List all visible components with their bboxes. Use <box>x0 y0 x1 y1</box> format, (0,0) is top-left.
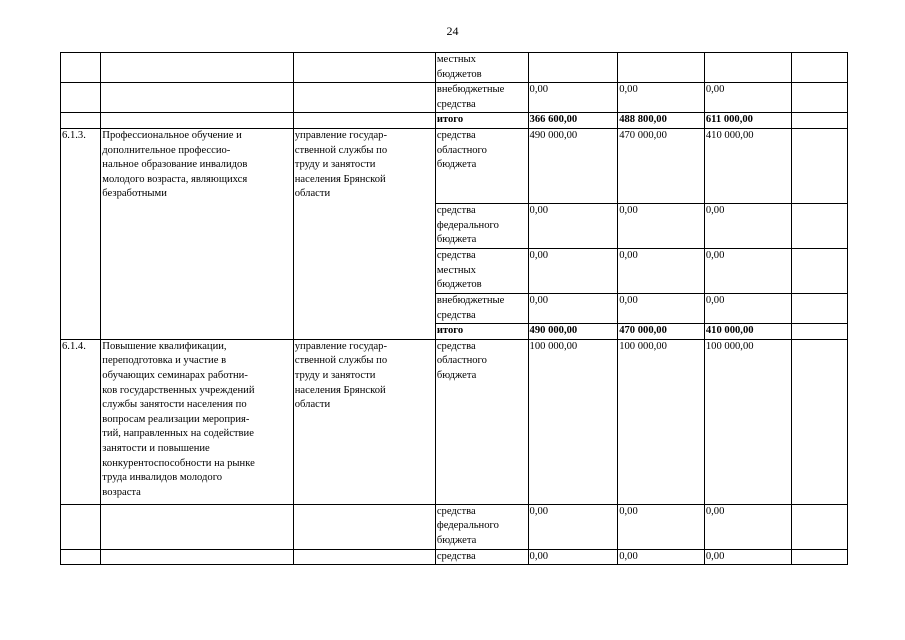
value-cell <box>618 53 705 83</box>
item-name: Профессиональное обучение и дополнительное профессио- нальное образование инвалидов молодого возраста, являющихся безработными <box>101 128 293 339</box>
page-number: 24 <box>446 24 459 38</box>
executor-cell <box>293 83 435 113</box>
value-cell: 0,00 <box>704 83 791 113</box>
value-cell: 100 000,00 <box>618 339 705 504</box>
source-cell: средства федерального бюджета <box>435 504 528 549</box>
value-cell: 0,00 <box>704 549 791 565</box>
value-cell: 0,00 <box>704 248 791 293</box>
number-cell <box>61 549 101 565</box>
source-cell: внебюджетные средства <box>435 83 528 113</box>
table-row <box>61 339 848 504</box>
number-cell <box>61 504 101 549</box>
value-cell: 0,00 <box>528 549 618 565</box>
executor-cell <box>293 113 435 129</box>
value-cell: 0,00 <box>618 248 705 293</box>
total-value-cell: 366 600,00 <box>528 113 618 129</box>
source-cell: средства федерального бюджета <box>435 203 528 248</box>
name-cell <box>101 113 293 129</box>
total-value-cell: 488 800,00 <box>618 113 705 129</box>
executor-cell <box>293 53 435 83</box>
value-cell: 0,00 <box>528 203 618 248</box>
value-cell: 470 000,00 <box>618 128 705 203</box>
value-cell: 0,00 <box>528 83 618 113</box>
total-value-cell: 470 000,00 <box>618 324 705 340</box>
number-cell <box>61 83 101 113</box>
total-value-cell: 490 000,00 <box>528 324 618 340</box>
empty-cell <box>791 203 847 248</box>
source-cell: средства местных бюджетов <box>435 248 528 293</box>
value-cell: 100 000,00 <box>528 339 618 504</box>
empty-cell <box>791 324 847 340</box>
value-cell: 0,00 <box>528 293 618 323</box>
empty-cell <box>791 248 847 293</box>
number-cell <box>61 113 101 129</box>
value-cell: 0,00 <box>528 504 618 549</box>
value-cell: 0,00 <box>528 248 618 293</box>
table-row <box>61 83 848 113</box>
item-number: 6.1.4. <box>61 339 101 504</box>
source-cell: средства <box>435 549 528 565</box>
source-cell: внебюджетные средства <box>435 293 528 323</box>
executor-cell <box>293 549 435 565</box>
item-executor: управление государ- ственной службы по труду и занятости населения Брянской области <box>293 339 435 504</box>
value-cell <box>704 53 791 83</box>
source-cell: средства областного бюджета <box>435 339 528 504</box>
executor-cell <box>293 504 435 549</box>
value-cell <box>528 53 618 83</box>
source-cell: итого <box>435 113 528 129</box>
empty-cell <box>791 83 847 113</box>
total-value-cell: 611 000,00 <box>704 113 791 129</box>
empty-cell <box>791 128 847 203</box>
empty-cell <box>791 504 847 549</box>
value-cell: 0,00 <box>618 83 705 113</box>
total-row <box>61 113 848 129</box>
name-cell <box>101 549 293 565</box>
name-cell <box>101 53 293 83</box>
table-row <box>61 504 848 549</box>
source-cell: средства областного бюджета <box>435 128 528 203</box>
item-executor: управление государ- ственной службы по труду и занятости населения Брянской области <box>293 128 435 339</box>
table-row <box>61 549 848 565</box>
value-cell: 0,00 <box>618 549 705 565</box>
name-cell <box>101 504 293 549</box>
name-cell <box>101 83 293 113</box>
value-cell: 0,00 <box>704 504 791 549</box>
table-row <box>61 53 848 83</box>
empty-cell <box>791 53 847 83</box>
budget-table <box>60 52 848 565</box>
empty-cell <box>791 293 847 323</box>
source-cell: местных бюджетов <box>435 53 528 83</box>
table-row <box>61 128 848 203</box>
empty-cell <box>791 339 847 504</box>
value-cell: 0,00 <box>618 504 705 549</box>
item-name: Повышение квалификации, переподготовка и участие в обучающих семинарах работни- ков государственных учреждений службы занятости населения по вопросам реализации мероприя- тий, направленных на содействие занятости и повышение конкурентоспособности на рынке труда инвалидов молодого возраста <box>101 339 293 504</box>
source-cell: итого <box>435 324 528 340</box>
value-cell: 490 000,00 <box>528 128 618 203</box>
empty-cell <box>791 549 847 565</box>
number-cell <box>61 53 101 83</box>
item-number: 6.1.3. <box>61 128 101 339</box>
value-cell: 0,00 <box>618 293 705 323</box>
value-cell: 410 000,00 <box>704 128 791 203</box>
empty-cell <box>791 113 847 129</box>
value-cell: 100 000,00 <box>704 339 791 504</box>
value-cell: 0,00 <box>704 203 791 248</box>
value-cell: 0,00 <box>618 203 705 248</box>
value-cell: 0,00 <box>704 293 791 323</box>
total-value-cell: 410 000,00 <box>704 324 791 340</box>
